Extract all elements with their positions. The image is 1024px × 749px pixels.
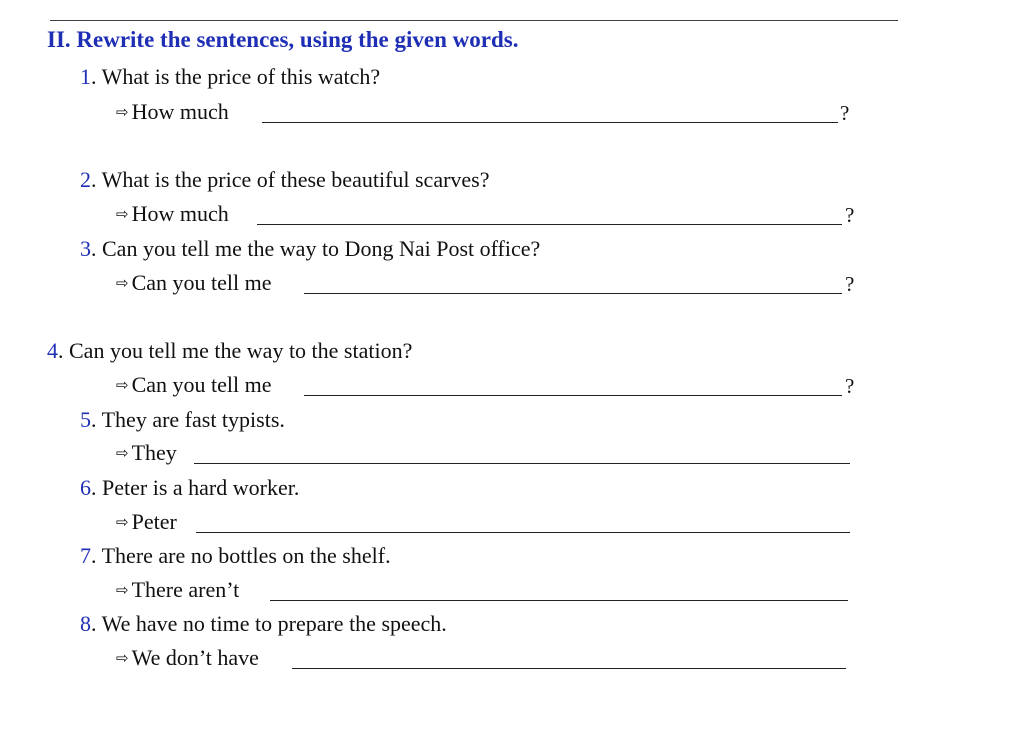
question-1: 1. What is the price of this watch?	[80, 64, 381, 89]
answer-line-3	[116, 268, 272, 298]
top-divider	[50, 20, 898, 21]
answer-prompt: There aren’t	[131, 577, 240, 602]
question-4: 4. Can you tell me the way to the station?	[47, 338, 413, 363]
question-number: 6	[80, 475, 91, 500]
answer-blank-7[interactable]	[270, 600, 848, 601]
answer-end-mark: ?	[845, 374, 855, 398]
question-text: Can you tell me the way to Dong Nai Post office?	[102, 236, 541, 261]
answer-blank-8[interactable]	[292, 668, 846, 669]
answer-prompt: We don’t have	[131, 645, 259, 670]
answer-blank-4[interactable]	[304, 395, 842, 396]
answer-line-4	[116, 370, 272, 400]
answer-prompt: Peter	[131, 509, 177, 534]
answer-prompt: How much	[131, 99, 229, 124]
answer-end-mark: ?	[840, 101, 850, 125]
section-heading: II. Rewrite the sentences, using the given words.	[47, 27, 519, 52]
answer-prompt: How much	[131, 201, 229, 226]
question-text: We have no time to prepare the speech.	[101, 611, 447, 636]
right-arrow-icon: ⇨	[116, 103, 129, 121]
answer-end-mark: ?	[845, 272, 855, 296]
answer-line-2	[116, 199, 229, 229]
question-text: What is the price of this watch?	[101, 64, 381, 89]
answer-line-6	[116, 507, 177, 537]
question-5: 5. They are fast typists.	[80, 407, 285, 432]
question-number: 8	[80, 611, 91, 636]
question-number: 2	[80, 167, 91, 192]
question-text: What is the price of these beautiful scarves?	[101, 167, 490, 192]
question-text: They are fast typists.	[101, 407, 285, 432]
question-number: 1	[80, 64, 91, 89]
right-arrow-icon: ⇨	[116, 513, 129, 531]
question-number: 7	[80, 543, 91, 568]
question-text: Can you tell me the way to the station?	[69, 338, 413, 363]
question-text: Peter is a hard worker.	[102, 475, 300, 500]
answer-blank-5[interactable]	[194, 463, 850, 464]
answer-blank-6[interactable]	[196, 532, 850, 533]
right-arrow-icon: ⇨	[116, 205, 129, 223]
question-7: 7. There are no bottles on the shelf.	[80, 543, 391, 568]
answer-line-7	[116, 575, 239, 605]
answer-blank-1[interactable]	[262, 122, 838, 123]
right-arrow-icon: ⇨	[116, 444, 129, 462]
right-arrow-icon: ⇨	[116, 581, 129, 599]
question-2: 2. What is the price of these beautiful scarves?	[80, 167, 490, 192]
question-6: 6. Peter is a hard worker.	[80, 475, 300, 500]
right-arrow-icon: ⇨	[116, 274, 129, 292]
answer-prompt: They	[131, 440, 177, 465]
answer-blank-3[interactable]	[304, 293, 842, 294]
right-arrow-icon: ⇨	[116, 376, 129, 394]
answer-line-1	[116, 97, 229, 127]
question-number: 4	[47, 338, 58, 363]
answer-end-mark: ?	[845, 203, 855, 227]
answer-blank-2[interactable]	[257, 224, 842, 225]
right-arrow-icon: ⇨	[116, 649, 129, 667]
answer-prompt: Can you tell me	[131, 270, 272, 295]
question-number: 3	[80, 236, 91, 261]
question-8: 8. We have no time to prepare the speech.	[80, 611, 447, 636]
answer-prompt: Can you tell me	[131, 372, 272, 397]
question-3: 3. Can you tell me the way to Dong Nai Post office?	[80, 236, 541, 261]
question-number: 5	[80, 407, 91, 432]
question-text: There are no bottles on the shelf.	[101, 543, 391, 568]
answer-line-5	[116, 438, 177, 468]
answer-line-8	[116, 643, 259, 673]
